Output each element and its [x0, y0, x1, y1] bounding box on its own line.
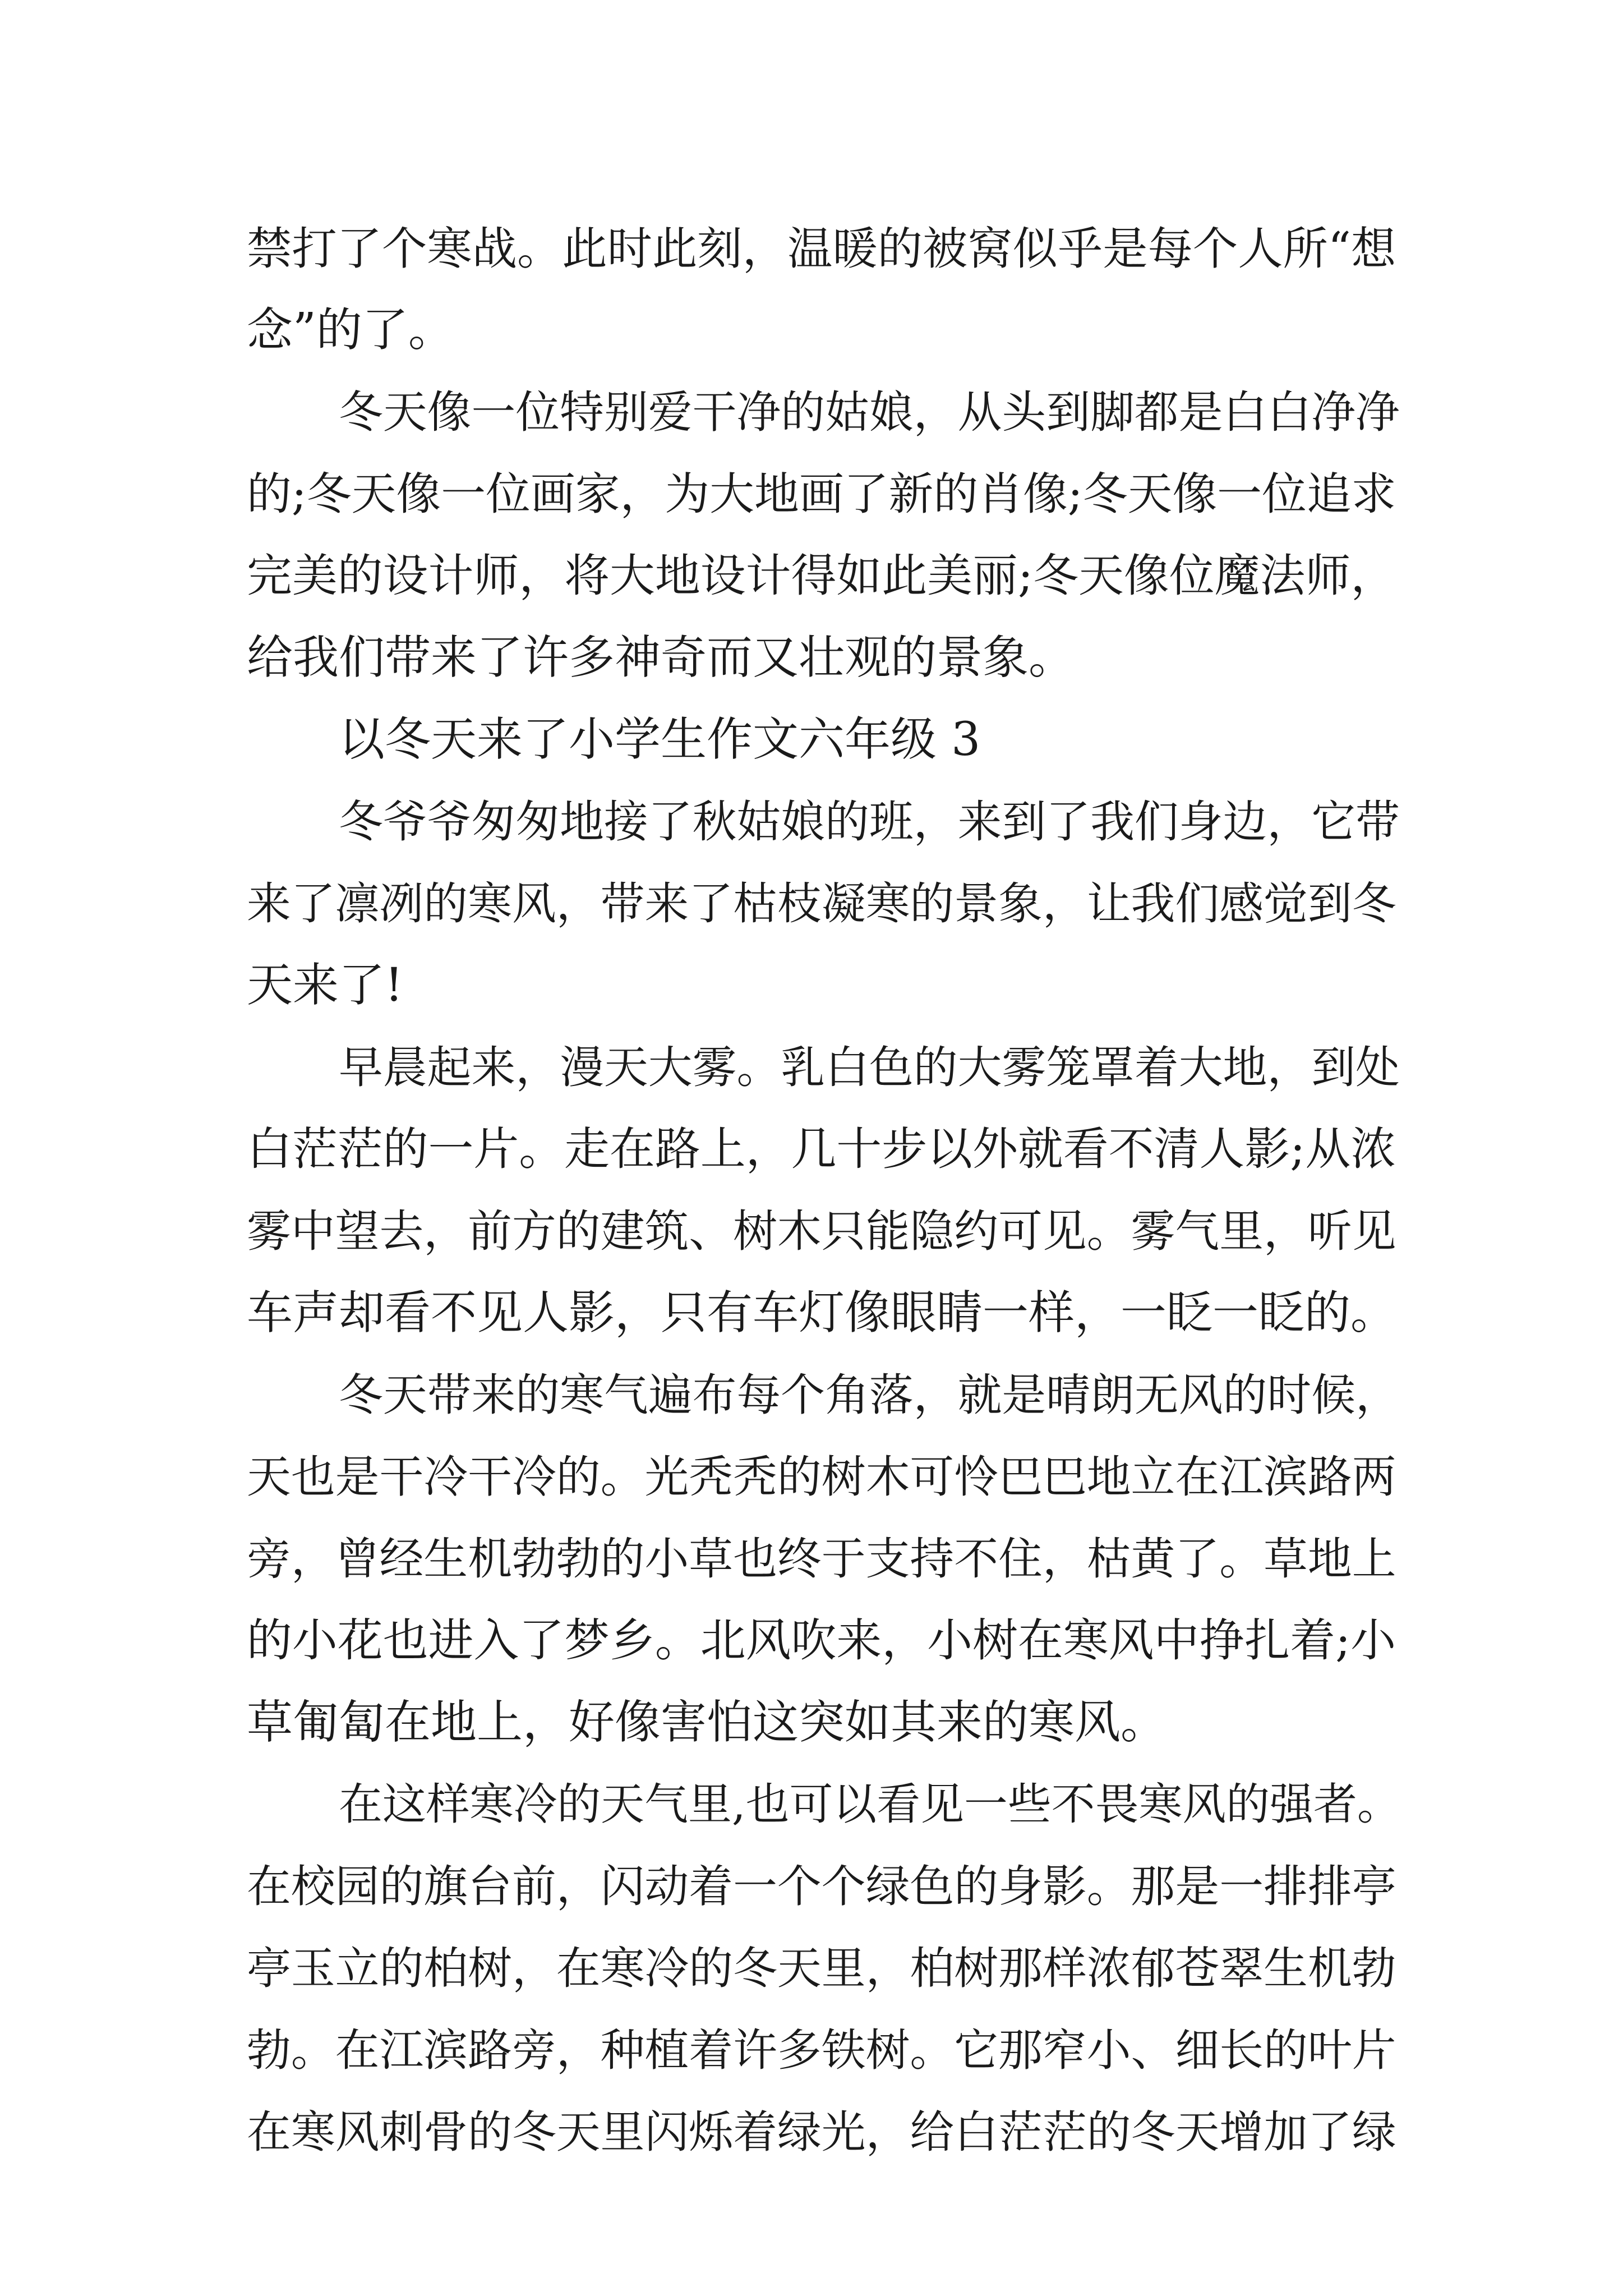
text-line: 天来了!: [247, 959, 403, 1012]
text-line: 旁，曾经生机勃勃的小草也终于支持不住，枯黄了。草地上: [247, 1533, 1396, 1585]
text-line: 来了凛冽的寒风，带来了枯枝凝寒的景象，让我们感觉到冬: [247, 878, 1396, 930]
text-line: 勃。在江滨路旁，种植着许多铁树。它那窄小、细长的叶片: [247, 2024, 1396, 2076]
text-line: 念”的了。: [247, 303, 454, 357]
text-line: 给我们带来了许多神奇而又壮观的景象。: [247, 631, 1075, 684]
paragraph-start-line: 冬天像一位特别爱干净的姑娘，从头到脚都是白白净净: [339, 386, 1400, 438]
paragraph-start-line: 冬爷爷匆匆地接了秋姑娘的班，来到了我们身边，它带: [339, 796, 1400, 848]
text-line: 白茫茫的一片。走在路上，几十步以外就看不清人影;从浓: [247, 1123, 1396, 1176]
text-line: 在寒风刺骨的冬天里闪烁着绿光，给白茫茫的冬天增加了绿: [247, 2106, 1396, 2158]
paragraph-start-line: 早晨起来，漫天大雾。乳白色的大雾笼罩着大地，到处: [339, 1042, 1400, 1093]
text-line: 完美的设计师，将大地设计得如此美丽;冬天像位魔法师，: [247, 550, 1396, 602]
text-line: 的;冬天像一位画家，为大地画了新的肖像;冬天像一位追求: [247, 468, 1396, 520]
text-line: 天也是干冷干冷的。光秃秃的树木可怜巴巴地立在江滨路两: [247, 1451, 1396, 1503]
text-line: 雾中望去，前方的建筑、树木只能隐约可见。雾气里，听见: [247, 1205, 1396, 1257]
text-line: 的小花也进入了梦乡。北风吹来，小树在寒风中挣扎着;小: [247, 1614, 1396, 1667]
paragraph-start-line: 冬天带来的寒气遍布每个角落，就是晴朗无风的时候，: [339, 1369, 1400, 1421]
text-line: 亭玉立的柏树，在寒冷的冬天里，柏树那样浓郁苍翠生机勃: [247, 1943, 1396, 1994]
text-line: 在校园的旗台前，闪动着一个个绿色的身影。那是一排排亭: [247, 1861, 1396, 1912]
text-line: 车声却看不见人影，只有车灯像眼睛一样，一眨一眨的。: [247, 1286, 1397, 1340]
essay-body: [247, 208, 1402, 2173]
paragraph-start-line: 在这样寒冷的天气里,也可以看见一些不畏寒风的强者。: [339, 1779, 1401, 1830]
section-heading: 以冬天来了小学生作文六年级 3: [339, 713, 981, 766]
text-line: 禁打了个寒战。此时此刻，温暖的被窝似乎是每个人所“想: [247, 222, 1396, 275]
text-line: 草匍匐在地上，好像害怕这突如其来的寒风。: [247, 1696, 1167, 1749]
